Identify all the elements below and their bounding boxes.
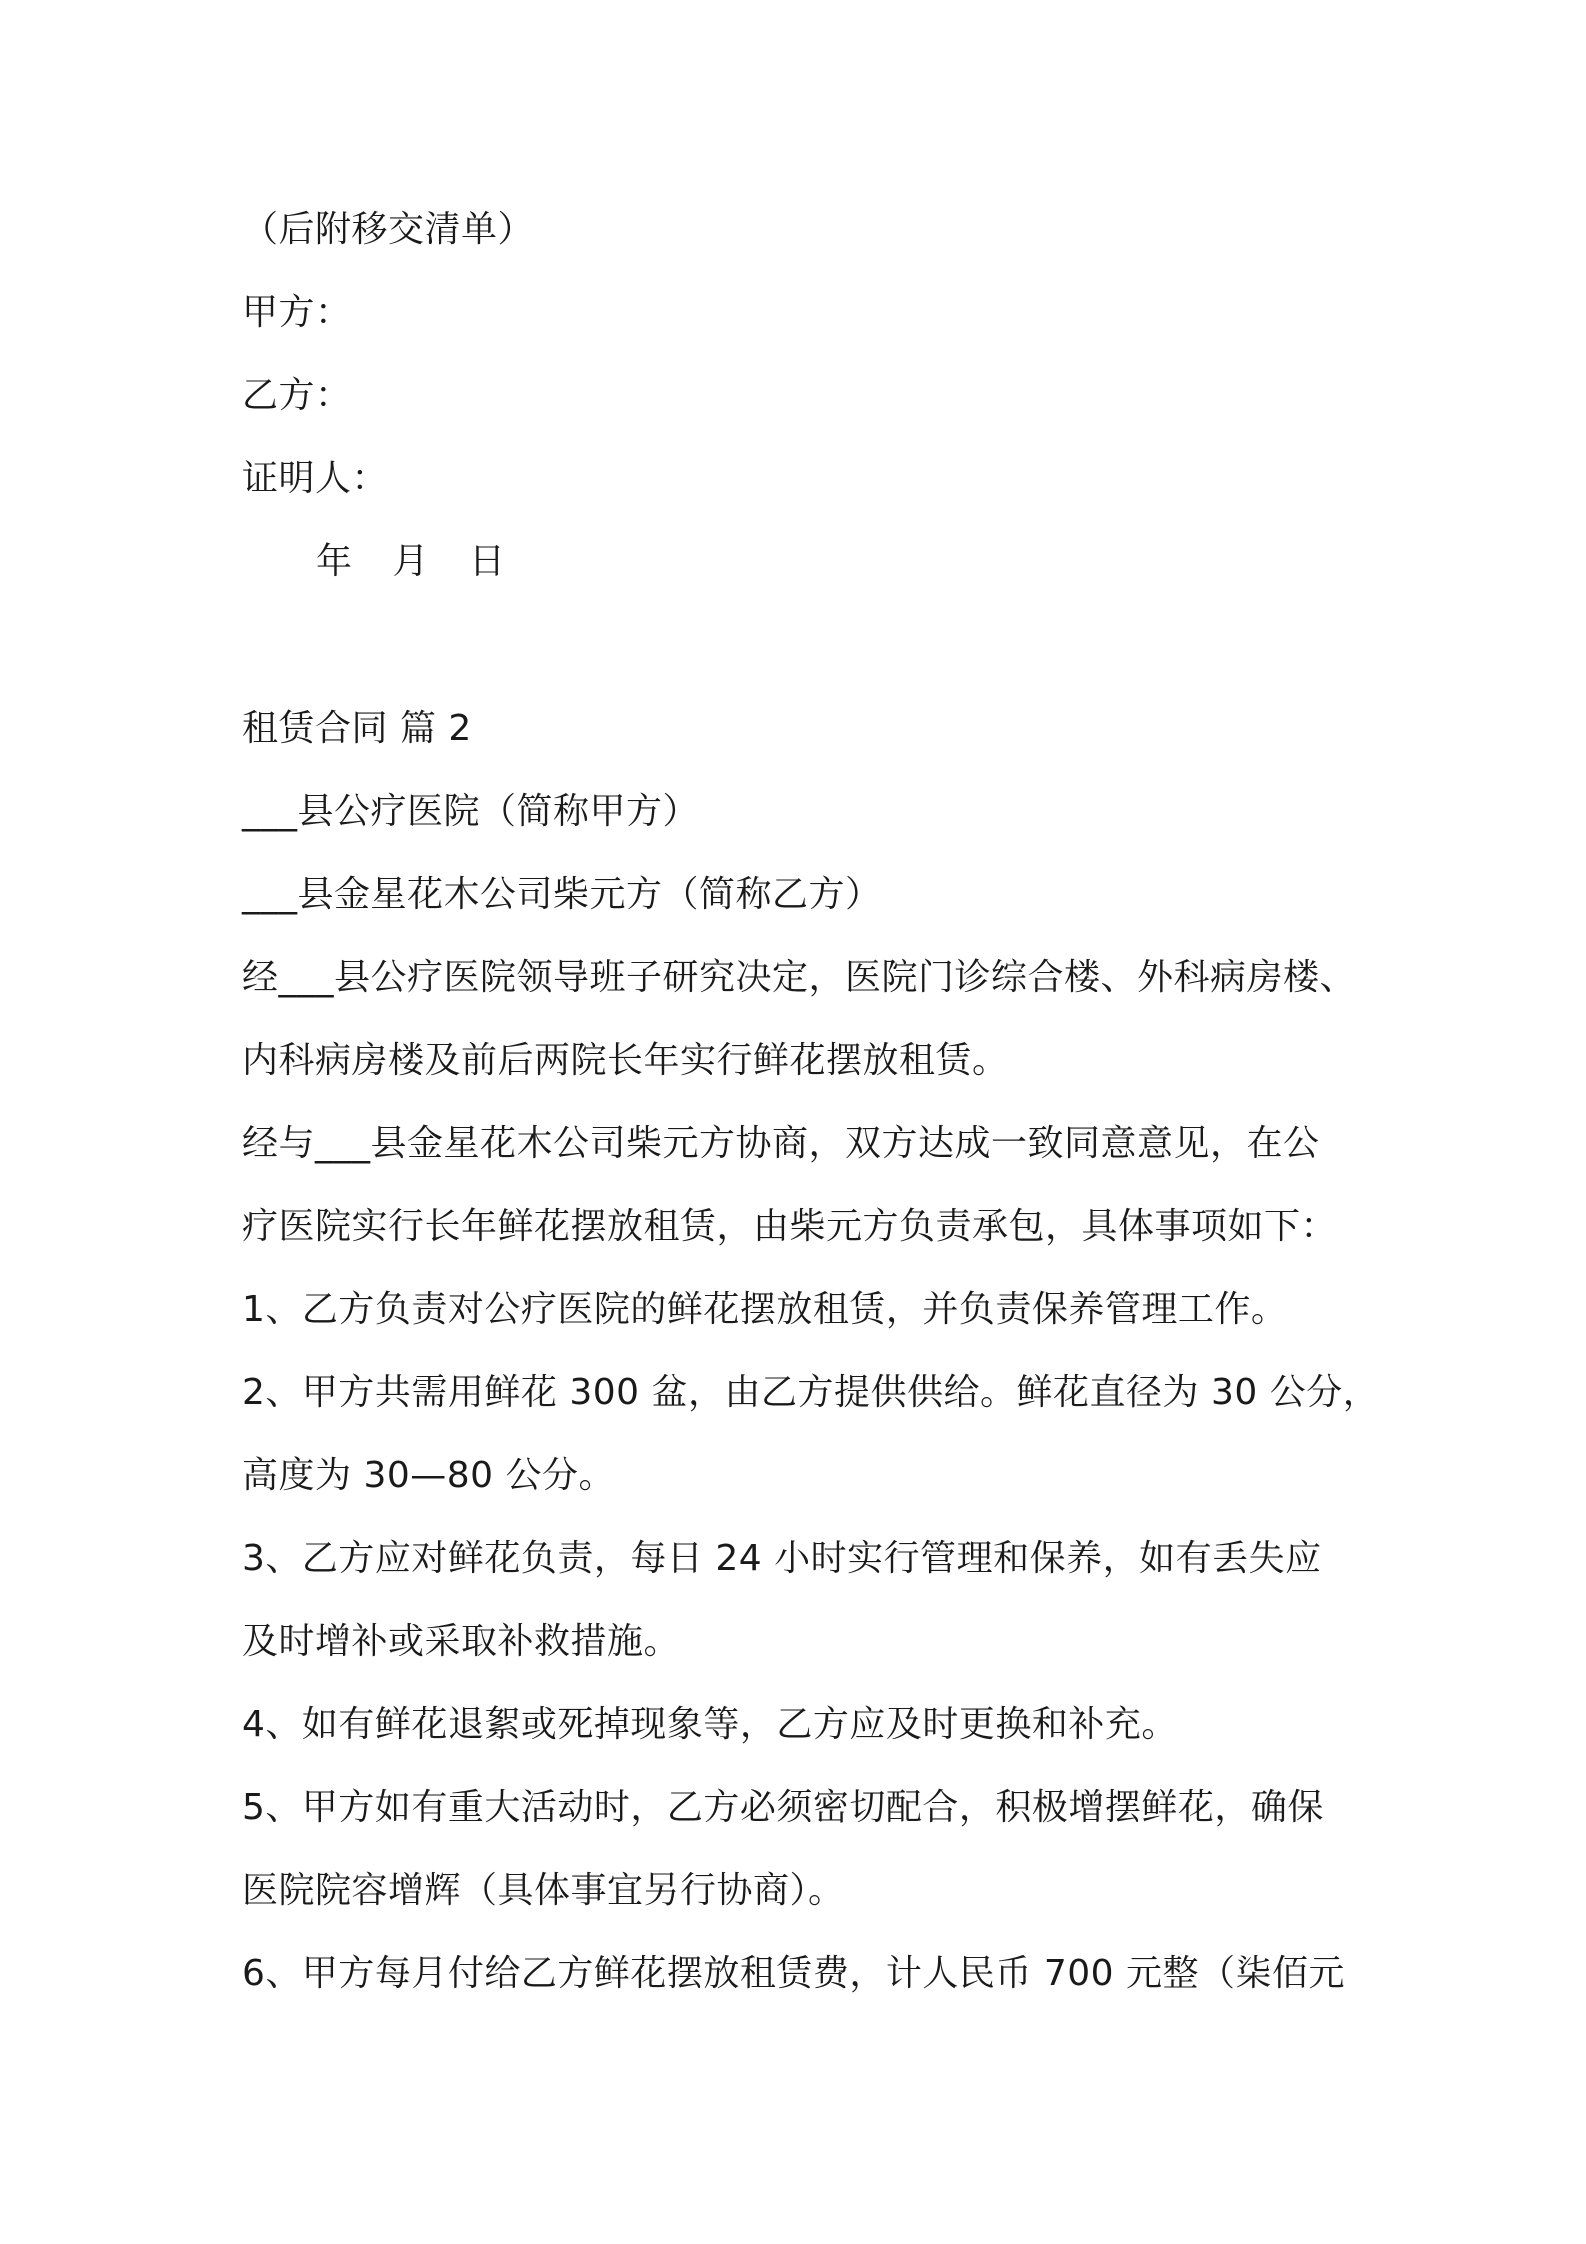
date-year: 年 bbox=[316, 541, 353, 582]
intro-paragraph-2-line-1: 经与___县金星花木公司柴元方协商，双方达成一致同意意见，在公 bbox=[242, 1123, 1320, 1164]
clause-4: 4、如有鲜花退絮或死掉现象等，乙方应及时更换和补充。 bbox=[242, 1704, 1178, 1745]
clause-2-line-2: 高度为 30—80 公分。 bbox=[242, 1455, 616, 1496]
witness-signature: 证明人： bbox=[242, 458, 389, 499]
party-a-signature: 甲方： bbox=[242, 292, 352, 333]
intro-paragraph-1-line-2: 内科病房楼及前后两院长年实行鲜花摆放租赁。 bbox=[242, 1040, 1009, 1081]
clause-2-line-1: 2、甲方共需用鲜花 300 盆，由乙方提供供给。鲜花直径为 30 公分， bbox=[242, 1372, 1380, 1413]
date-line bbox=[316, 538, 546, 586]
clause-3-line-2: 及时增补或采取补救措施。 bbox=[242, 1621, 681, 1662]
attachment-note: （后附移交清单） bbox=[242, 209, 535, 250]
clause-6-line-1: 6、甲方每月付给乙方鲜花摆放租赁费，计人民币 700 元整（柒佰元 bbox=[242, 1953, 1346, 1994]
party-b-signature: 乙方： bbox=[242, 375, 352, 416]
clause-3-line-1: 3、乙方应对鲜花负责，每日 24 小时实行管理和保养，如有丢失应 bbox=[242, 1538, 1322, 1579]
party-b-line: ___县金星花木公司柴元方（简称乙方） bbox=[242, 874, 882, 915]
intro-paragraph-1-line-1: 经___县公疗医院领导班子研究决定，医院门诊综合楼、外科病房楼、 bbox=[242, 957, 1357, 998]
party-a-line: ___县公疗医院（简称甲方） bbox=[242, 791, 700, 832]
contract-heading: 租赁合同 篇 2 bbox=[242, 708, 472, 749]
clause-5-line-2: 医院院容增辉（具体事宜另行协商）。 bbox=[242, 1870, 845, 1911]
intro-paragraph-2-line-2: 疗医院实行长年鲜花摆放租赁，由柴元方负责承包，具体事项如下： bbox=[242, 1206, 1338, 1247]
clause-1: 1、乙方负责对公疗医院的鲜花摆放租赁，并负责保养管理工作。 bbox=[242, 1289, 1288, 1330]
date-month: 月 bbox=[392, 541, 430, 582]
date-day: 日 bbox=[469, 541, 506, 582]
clause-5-line-1: 5、甲方如有重大活动时，乙方必须密切配合，积极增摆鲜花，确保 bbox=[242, 1787, 1324, 1828]
